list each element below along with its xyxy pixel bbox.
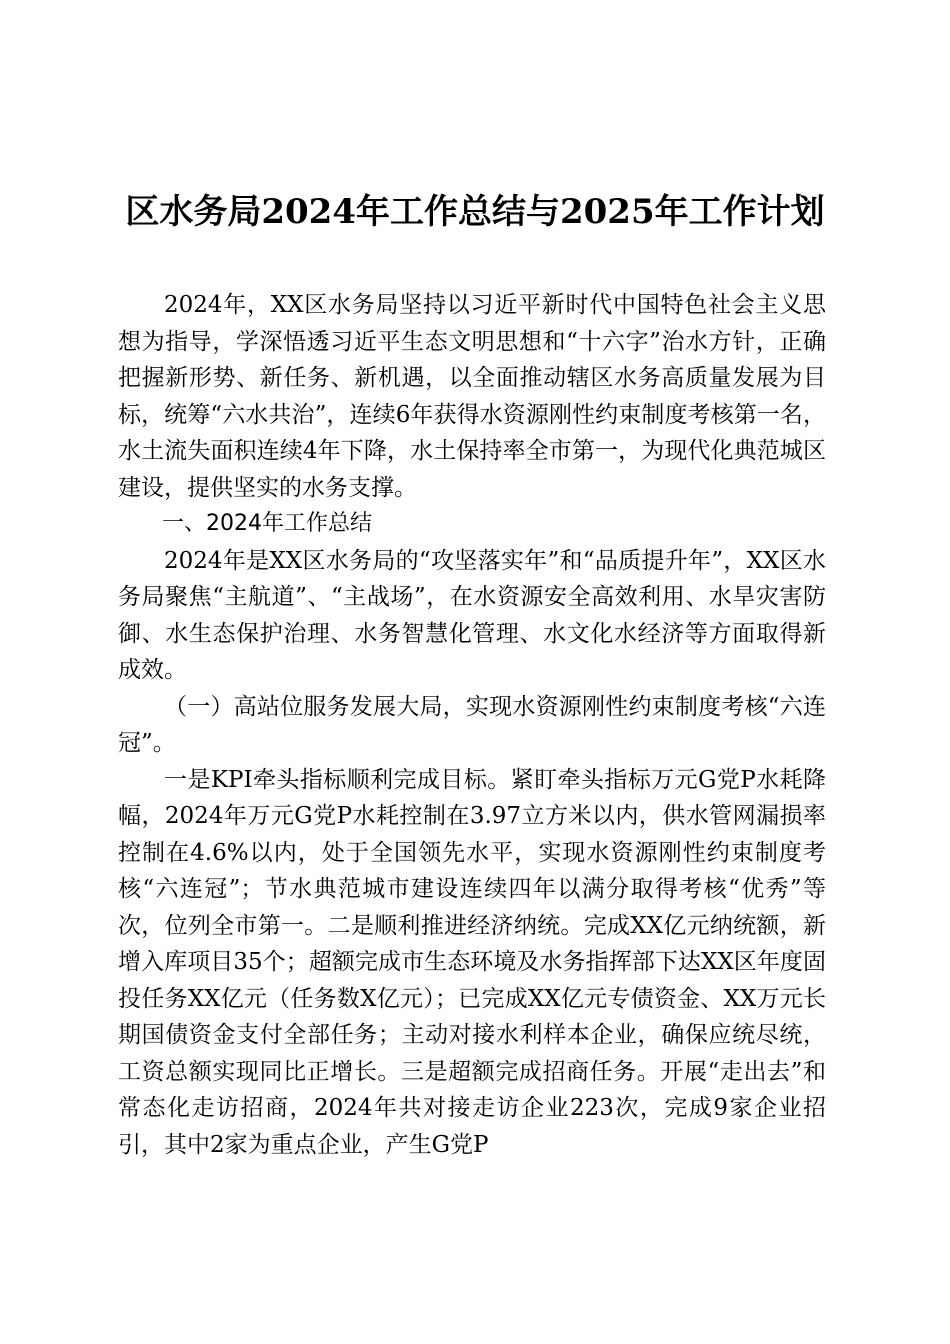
document-body [118, 287, 826, 1163]
subsection-1-paragraph: 一是KPI牵头指标顺利完成目标。紧盯牵头指标万元G党P水耗降幅，2024年万元G党P水耗控制在3.97立方米以内，供水管网漏损率控制在4.6%以内，处于全国领先水平，实现水资源刚性约束制度考核“六连冠”；节水典范城市建设连续四年以满分取得考核“优秀”等次，位列全市第一。二是顺利推进经济纳统。完成XX亿元纳统额，新增入库项目35个；超额完成市生态环境及水务指挥部下达XX区年度固投任务XX亿元（任务数X亿元）；已完成XX亿元专债资金、XX万元长期国债资金支付全部任务；主动对接水利样本企业，确保应统尽统，工资总额实现同比正增长。三是超额完成招商任务。开展“走出去”和常态化走访招商，2024年共对接走访企业223次，完成9家企业招引，其中2家为重点企业，产生G党P [118, 766, 826, 1158]
summary-paragraph: 2024年是XX区水务局的“攻坚落实年”和“品质提升年”，XX区水务局聚焦“主航道”、“主战场”，在水资源安全高效利用、水旱灾害防御、水生态保护治理、水务智慧化管理、水文化水经济等方面取得新成效。 [118, 547, 826, 683]
subsection-heading-1: （一）高站位服务发展大局，实现水资源刚性约束制度考核“六连冠”。 [118, 693, 826, 756]
section-heading-summary: 一、2024年工作总结 [162, 511, 372, 536]
intro-paragraph: 2024年，XX区水务局坚持以习近平新时代中国特色社会主义思想为指导，学深悟透习近平生态文明思想和“十六字”治水方针，正确把握新形势、新任务、新机遇，以全面推动辖区水务高质量发展为目标，统筹“六水共治”，连续6年获得水资源刚性约束制度考核第一名，水土流失面积连续4年下降，水土保持率全市第一，为现代化典范城区建设，提供坚实的水务支撑。 [118, 292, 826, 501]
document-title: 区水务局2024年工作总结与2025年工作计划 [125, 192, 825, 232]
